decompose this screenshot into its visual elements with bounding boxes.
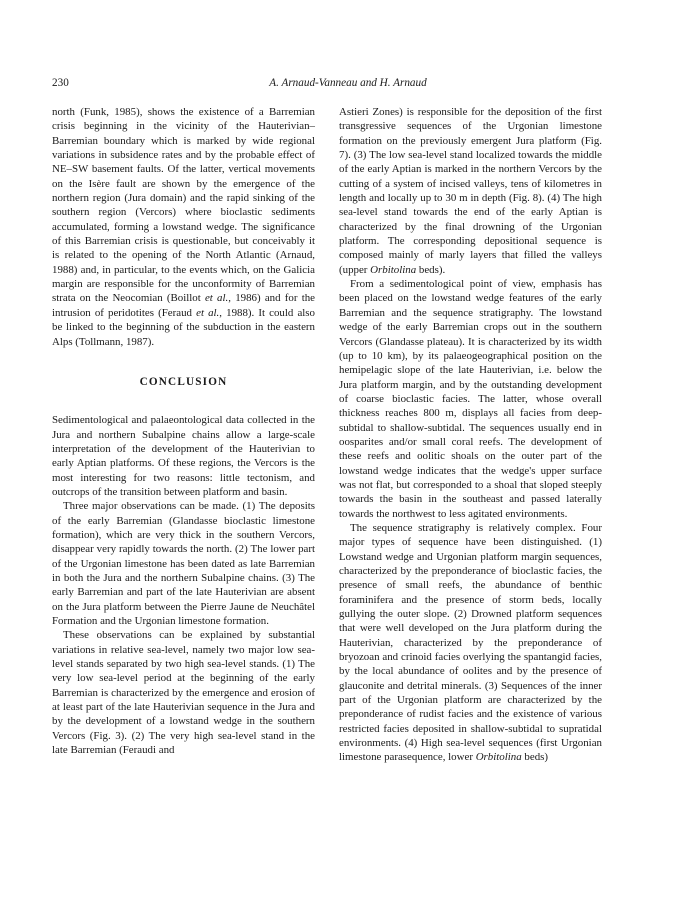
- text-run: , 1986) and for the intrusion of peridotites (Feraud: [52, 292, 315, 319]
- text-run: , 1988). It could also be linked to the beginning of the subduction in the eastern Alps (Tollmann, 1987).: [52, 306, 315, 348]
- section-heading: CONCLUSION: [139, 375, 228, 388]
- right-column: [339, 105, 602, 765]
- text-run-italic: Orbitolina: [475, 751, 522, 764]
- page-header: [52, 77, 644, 93]
- paragraph: Three major observations can be made. (1) The deposits of the early Barremian (Glandasse bioclastic limestone formation), which are very thick in the southern Vercors, disappear very rapidly towards the north. (2) The lower part of the Urgonian limestone has been dated as late Barremian in both the Jura and the northern Subalpine chains. (3) The early Barremian and part of the late Hauterivian are absent on the Jura platform between the Pierre Jaune de Neuchâtel Formation and the Urgonian limestone formation.: [52, 500, 315, 627]
- left-column: [52, 105, 315, 757]
- running-head: A. Arnaud-Vanneau and H. Arnaud: [269, 77, 427, 89]
- text-run: Astieri Zones) is responsible for the deposition of the first transgressive sequences of the Urgonian limestone formation on the previously emergent Jura platform (Fig. 7). (3) The low sea-level stand localized towards the middle of the early Aptian is marked in the northern Vercors by the cutting of a system of incised valleys, tens of kilometres in length and locally up to 30 m in depth (Fig. 8). (4) The high sea-level stand towards the end of the early Aptian is characterized by the final drowning of the Urgonian platform. The corresponding depositional sequence is composed mainly of marly layers that filled the valleys (upper: [339, 106, 602, 276]
- text-run-italic: Orbitolina: [370, 263, 417, 276]
- text-run: north (Funk, 1985), shows the existence of a Barremian crisis beginning in the vicinity of the Hauterivian–Barremian boundary which is marked by wide regional variations in subsidence rates and by the probable effect of NE–SW basement faults. Of the latter, vertical movements on the Isère fault are shown by the emergence of the northern region (Jura domain) and the rapid sinking of the southern region (Vercors) where bioclastic sediments accumulated, forming a lowstand wedge. The significance of this Barremian crisis is questionable, but conceivably it is related to the opening of the North Atlantic (Arnaud, 1988) and, in particular, to the events which, on the Galicia margin are responsible for the unconformity of Barremian strata on the Neocomian (Boillot: [52, 106, 315, 305]
- paragraph: Sedimentological and palaeontological data collected in the Jura and northern Subalpine chains allow a large-scale interpretation of the development of the Hauterivian to early Aptian platforms. Of these regions, the Vercors is the most interesting for two reasons: little tectonism, and outcrops of the transition between platform and basin.: [52, 414, 315, 498]
- text-run: beds).: [416, 263, 446, 276]
- paragraph: These observations can be explained by substantial variations in relative sea-level, namely two major low sea-level stands separated by two high sea-level stands. (1) The very low sea-level period at the beginning of the early Barremian is characterized by the emergence and erosion of at least part of the late Hauterivian sequence in the Jura and by the development of a lowstand wedge in the southern Vercors (Fig. 3). (2) The very high sea-level stand in the late Barremian (Feraudi and: [52, 629, 315, 757]
- paragraph: [339, 105, 602, 277]
- paragraph: From a sedimentological point of view, emphasis has been placed on the lowstand wedge features of the early Barremian and the sequence stratigraphy. The lowstand wedge of the early Barremian crops out in the southern Vercors (Glandasse plateau). It is characterized by its width (up to 10 km), by its palaeogeographical position on the hemipelagic slope of the late Hauterivian, i.e. below the Jura platform margin, and by the outstanding development of coarse bioclastic facies. The latter, whose overall thickness reaches 800 m, displays all facies from deep-subtidal to shallow-subtidal. The sequences usually end in oosparites and/or small coral reefs. The development of these reefs and oolitic shoals on the outer part of the lowstand wedge indicates that the wedge's upper surface was not flat, but corresponded to a shoal that sloped steeply towards the basin in the southeast and passed laterally towards the northwest to less agitated environments.: [339, 278, 602, 520]
- text-run: beds): [521, 751, 548, 764]
- text-run-italic: et al.: [204, 292, 229, 305]
- text-run-italic: et al.: [196, 306, 220, 319]
- paragraph: [52, 105, 315, 349]
- page-number: 230: [52, 77, 69, 89]
- paragraph: [339, 521, 602, 765]
- text-run: The sequence stratigraphy is relatively complex. Four major types of sequence have been distinguished. (1) Lowstand wedge and Urgonian platform margin sequences, characterized by the preponderance of bioclastic facies, the presence of small reefs, the abundance of benthic foraminifera and the presence of storm beds, locally gullying the outer slope. (2) Drowned platform sequences that were well developed on the Jura platform during the Hauterivian, characterized by the preponderance of bryozoan and crinoid facies overlying the spantangid facies, by the local abundance of oolites and by the presence of glauconite and detrital minerals. (3) Sequences of the inner part of the Urgonian platform are characterized by the preponderance of rudist facies and the existence of various restricted facies deposited in shallow-subtidal to supratidal environments. (4) High sea-level sequences (first Urgonian limestone parasequence, lower: [339, 521, 602, 764]
